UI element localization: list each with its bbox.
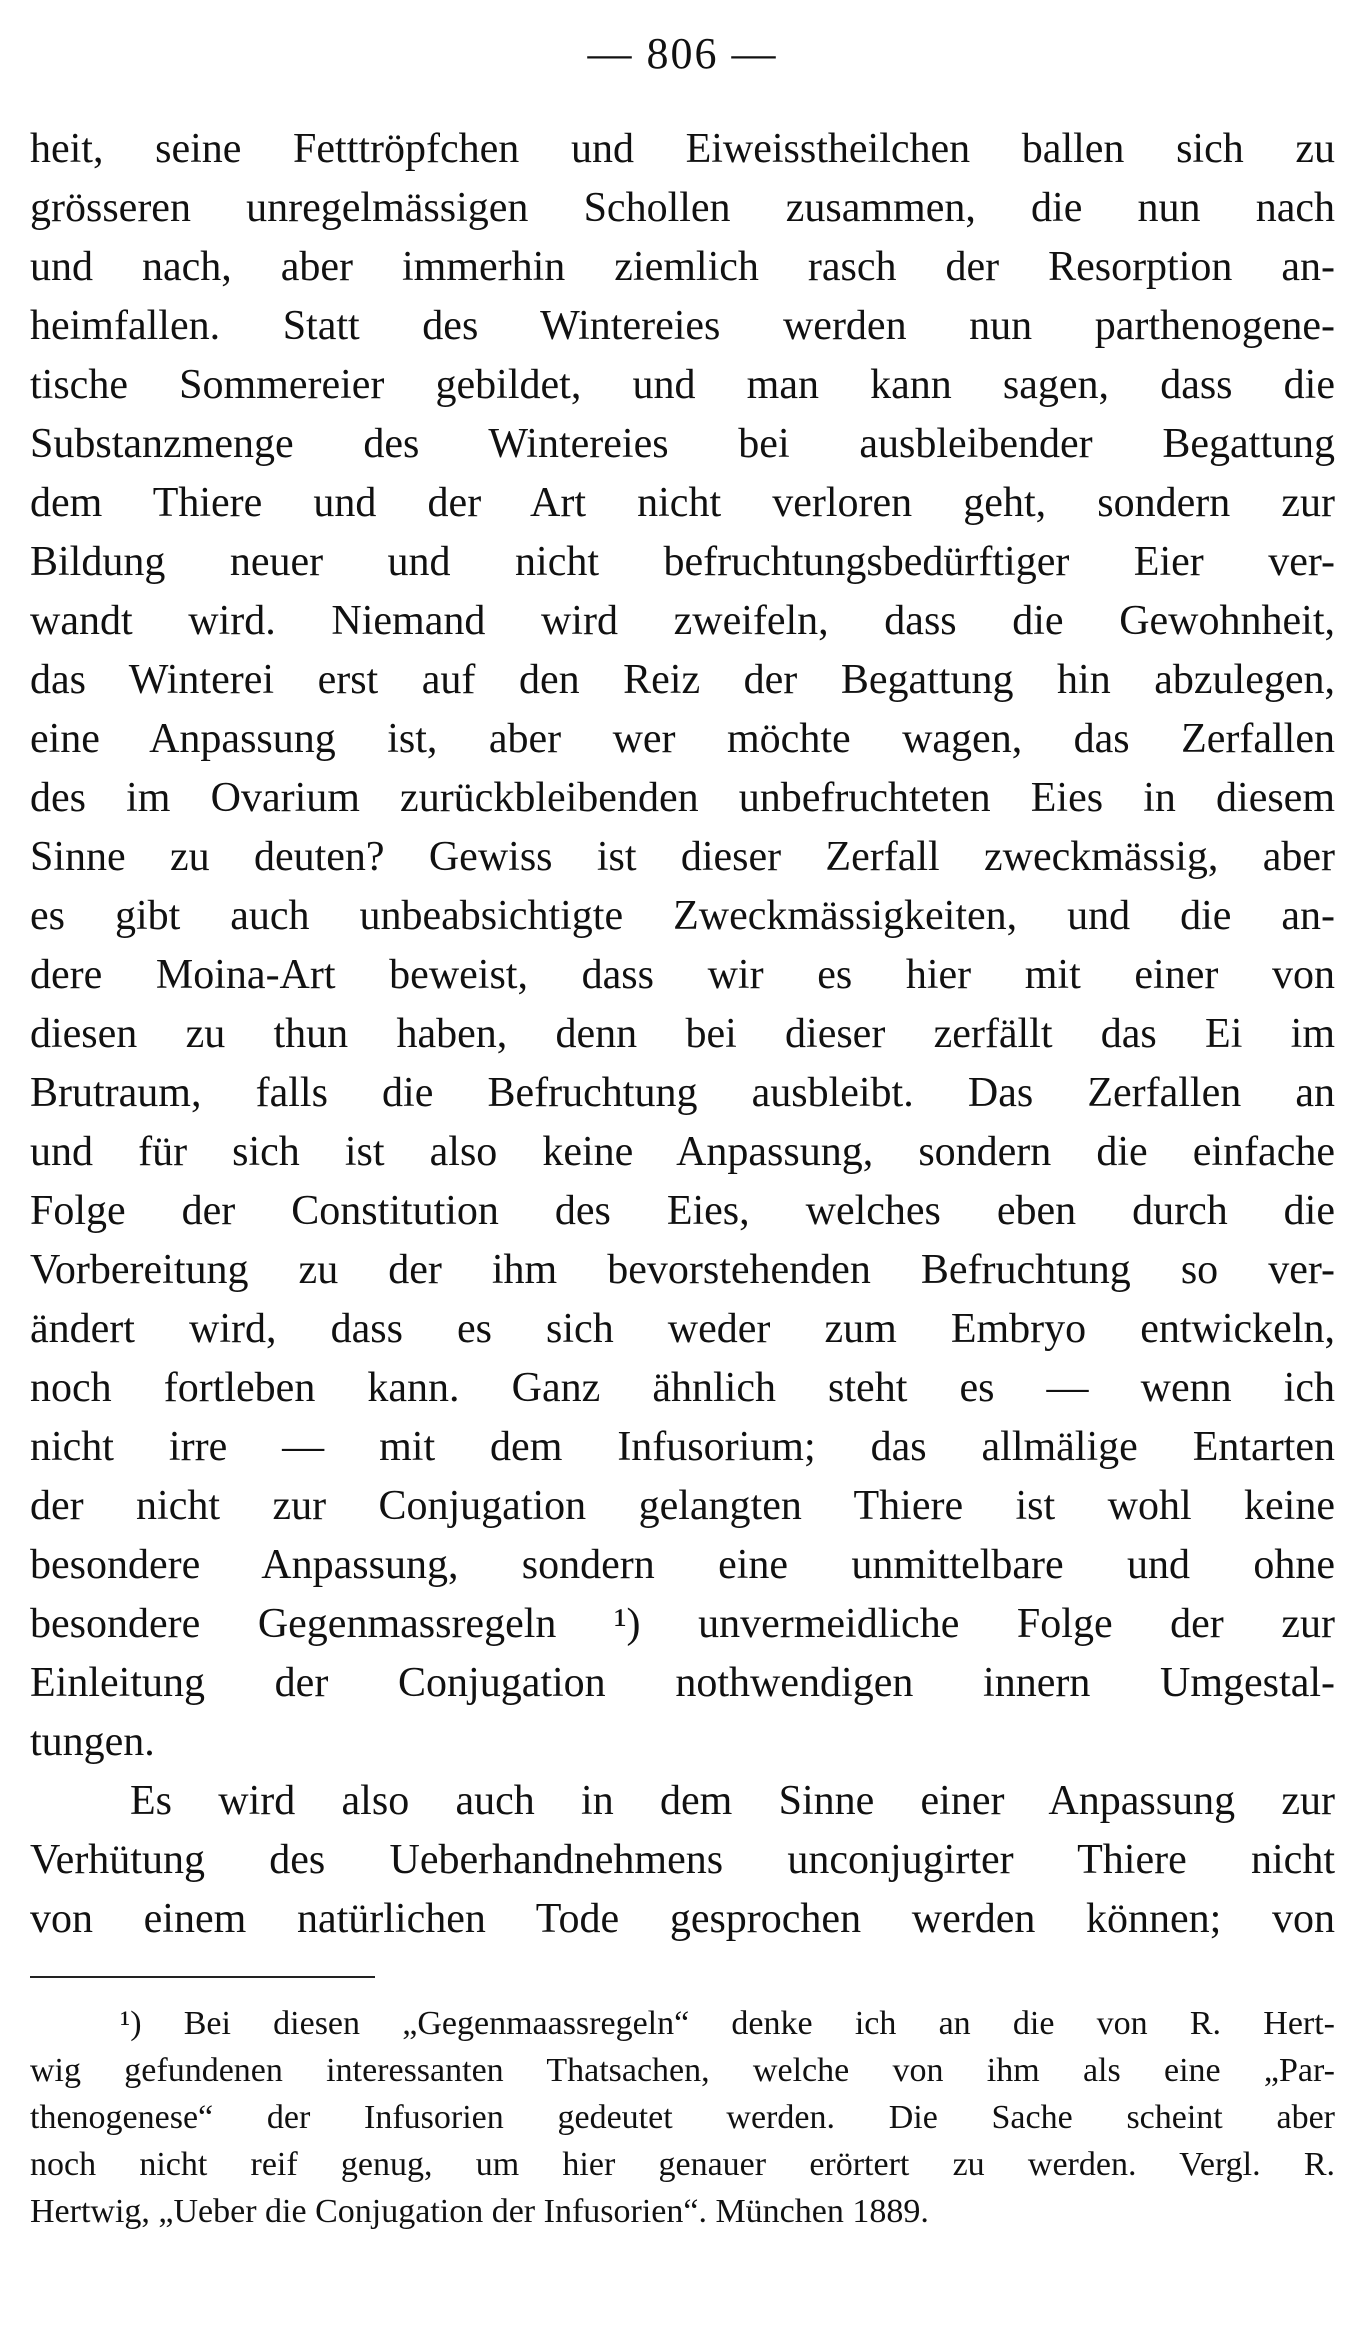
text-line: heimfallen. Statt des Wintereies werden nun parthenogene- — [30, 303, 1335, 349]
text-line: grösseren unregelmässigen Schollen zusammen, die nun nach — [30, 185, 1335, 231]
text-line: dere Moina-Art beweist, dass wir es hier mit einer von — [30, 952, 1335, 998]
text-line: von einem natürlichen Tode gesprochen werden können; von — [30, 1896, 1335, 1942]
text-line: Es wird also auch in dem Sinne einer Anpassung zur — [130, 1778, 1335, 1824]
text-line: eine Anpassung ist, aber wer möchte wagen, das Zerfallen — [30, 716, 1335, 762]
footnote-divider — [30, 1976, 375, 1978]
footnote-line: Hertwig, „Ueber die Conjugation der Infusorien“. München 1889. — [30, 2193, 929, 2230]
text-line: Verhütung des Ueberhandnehmens unconjugirter Thiere nicht — [30, 1837, 1335, 1883]
text-line: Substanzmenge des Wintereies bei ausbleibender Begattung — [30, 421, 1335, 467]
text-line: wandt wird. Niemand wird zweifeln, dass die Gewohnheit, — [30, 598, 1335, 644]
text-line: nicht irre — mit dem Infusorium; das allmälige Entarten — [30, 1424, 1335, 1470]
text-line: des im Ovarium zurückbleibenden unbefruchteten Eies in diesem — [30, 775, 1335, 821]
text-line: Brutraum, falls die Befruchtung ausbleibt. Das Zerfallen an — [30, 1070, 1335, 1116]
text-line: tische Sommereier gebildet, und man kann sagen, dass die — [30, 362, 1335, 408]
footnote-line: noch nicht reif genug, um hier genauer erörtert zu werden. Vergl. R. — [30, 2146, 1335, 2183]
footnote-line: thenogenese“ der Infusorien gedeutet werden. Die Sache scheint aber — [30, 2099, 1335, 2136]
page-number: — 806 — — [587, 29, 778, 78]
text-line: es gibt auch unbeabsichtigte Zweckmässigkeiten, und die an- — [30, 893, 1335, 939]
text-line: und für sich ist also keine Anpassung, sondern die einfache — [30, 1129, 1335, 1175]
text-line: heit, seine Fetttröpfchen und Eiweisstheilchen ballen sich zu — [30, 126, 1335, 172]
text-line: besondere Gegenmassregeln ¹) unvermeidliche Folge der zur — [30, 1601, 1335, 1647]
body-text — [30, 120, 1335, 1949]
text-line: tungen. — [30, 1719, 155, 1765]
text-line: Einleitung der Conjugation nothwendigen innern Umgestal- — [30, 1660, 1335, 1706]
text-line: das Winterei erst auf den Reiz der Begattung hin abzulegen, — [30, 657, 1335, 703]
text-line: der nicht zur Conjugation gelangten Thiere ist wohl keine — [30, 1483, 1335, 1529]
text-line: dem Thiere und der Art nicht verloren geht, sondern zur — [30, 480, 1335, 526]
text-line: diesen zu thun haben, denn bei dieser zerfällt das Ei im — [30, 1011, 1335, 1057]
footnotes — [30, 2000, 1335, 2235]
text-line: Sinne zu deuten? Gewiss ist dieser Zerfall zweckmässig, aber — [30, 834, 1335, 880]
footnote-line: wig gefundenen interessanten Thatsachen, welche von ihm als eine „Par- — [30, 2052, 1335, 2089]
text-line: und nach, aber immerhin ziemlich rasch der Resorption an- — [30, 244, 1335, 290]
text-line: ändert wird, dass es sich weder zum Embryo entwickeln, — [30, 1306, 1335, 1352]
text-line: noch fortleben kann. Ganz ähnlich steht es — wenn ich — [30, 1365, 1335, 1411]
text-line: besondere Anpassung, sondern eine unmittelbare und ohne — [30, 1542, 1335, 1588]
text-line: Folge der Constitution des Eies, welches eben durch die — [30, 1188, 1335, 1234]
text-line: Vorbereitung zu der ihm bevorstehenden Befruchtung so ver- — [30, 1247, 1335, 1293]
text-line: Bildung neuer und nicht befruchtungsbedürftiger Eier ver- — [30, 539, 1335, 585]
footnote-line: ¹) Bei diesen „Gegenmaassregeln“ denke ich an die von R. Hert- — [120, 2005, 1335, 2042]
